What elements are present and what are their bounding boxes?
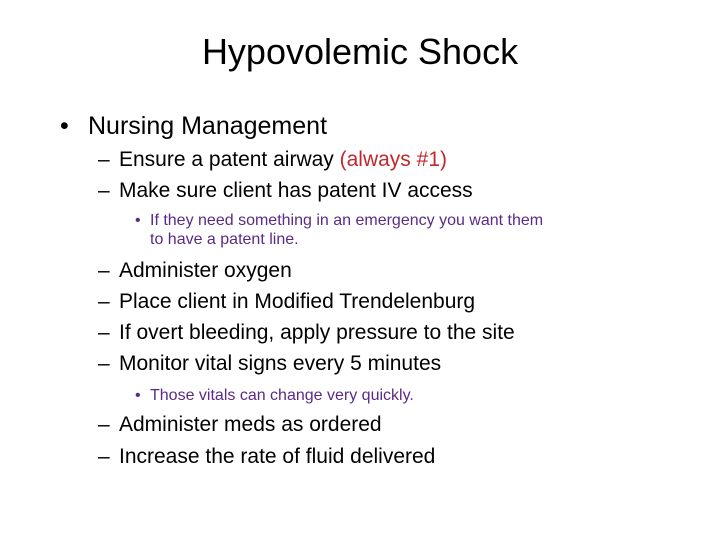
dash-marker: – <box>98 290 110 313</box>
item-text: Monitor vital signs every 5 minutes <box>119 352 442 375</box>
item-text: If overt bleeding, apply pressure to the site <box>119 321 515 344</box>
dash-marker: – <box>98 259 110 282</box>
sub-note <box>135 386 414 405</box>
sub-note-line: Those vitals can change very quickly. <box>150 387 414 404</box>
dash-marker: – <box>98 445 110 468</box>
dash-marker: – <box>98 413 110 436</box>
sub-note-line: to have a patent line. <box>150 231 299 248</box>
list-item <box>98 256 292 286</box>
dash-marker: – <box>98 352 110 375</box>
bullet-text: Nursing Management <box>88 112 328 140</box>
sub-bullet-marker: • <box>135 212 141 229</box>
bullet-nursing-management <box>60 111 327 141</box>
list-item <box>98 410 382 440</box>
dash-marker: – <box>98 321 110 344</box>
item-text: Administer oxygen <box>119 259 292 282</box>
item-accent-text: (always #1) <box>339 148 447 171</box>
list-item <box>98 145 447 175</box>
list-item <box>98 176 473 206</box>
dash-marker: – <box>98 179 110 202</box>
item-text: Increase the rate of fluid delivered <box>119 445 436 468</box>
slide-title: Hypovolemic Shock <box>201 31 519 72</box>
dash-marker: – <box>98 148 110 171</box>
sub-note <box>135 211 543 249</box>
item-text: Place client in Modified Trendelenburg <box>119 290 476 313</box>
bullet-marker: • <box>60 112 69 140</box>
list-item <box>98 287 475 317</box>
item-text: Administer meds as ordered <box>119 413 382 436</box>
sub-bullet-marker: • <box>135 387 141 404</box>
list-item <box>98 442 435 472</box>
sub-note-line: If they need something in an emergency you want them <box>150 212 544 229</box>
list-item <box>98 349 441 379</box>
item-text: Make sure client has patent IV access <box>119 179 473 202</box>
list-item <box>98 318 515 348</box>
item-text: Ensure a patent airway <box>119 148 340 171</box>
